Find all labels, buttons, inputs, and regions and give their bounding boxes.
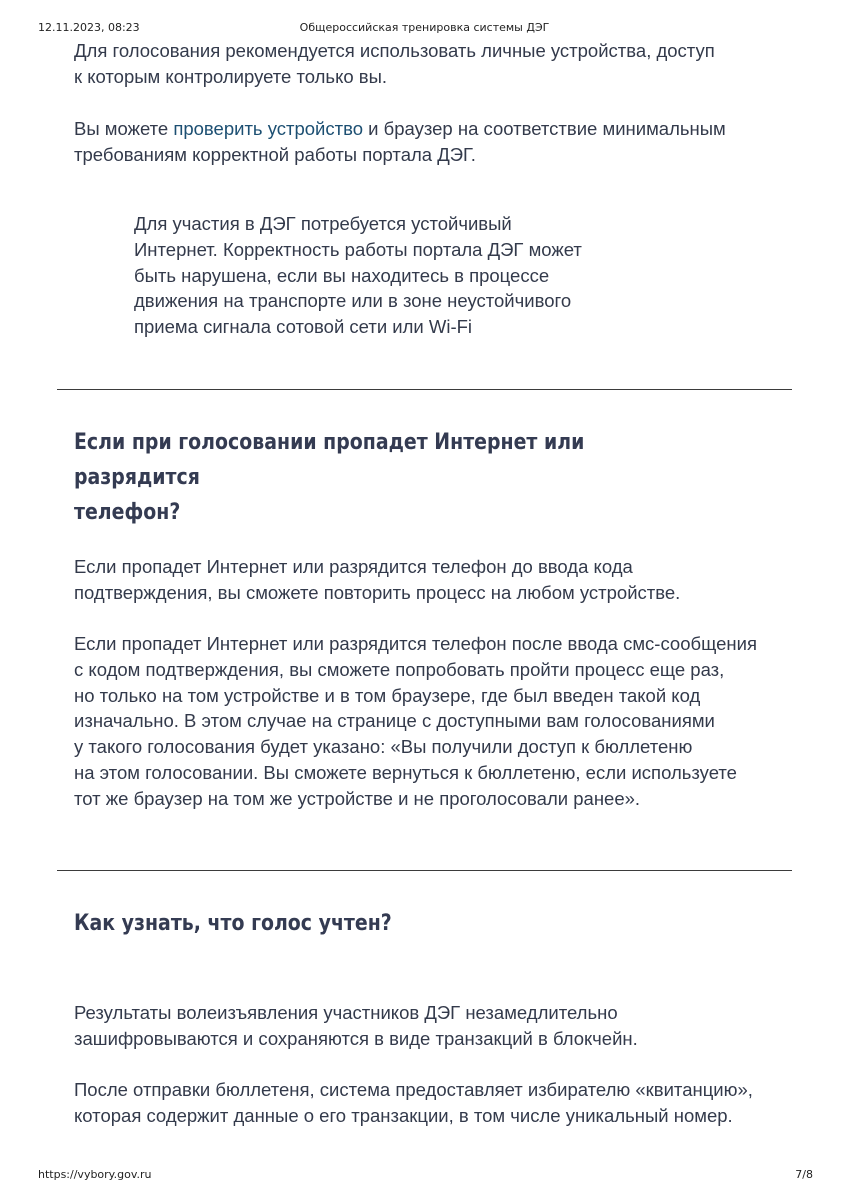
heading-line: Если при голосовании пропадет Интернет или разрядится bbox=[74, 430, 585, 490]
check-device-link[interactable]: проверить устройство bbox=[173, 118, 364, 139]
section1-paragraph-2 bbox=[74, 631, 794, 812]
paragraph-line: Если пропадет Интернет или разрядится телефон до ввода кода bbox=[74, 556, 633, 577]
intro-devices-paragraph bbox=[74, 38, 794, 90]
heading-line: Как узнать, что голос учтен? bbox=[74, 911, 392, 936]
paragraph-line: зашифровываются и сохраняются в виде транзакций в блокчейн. bbox=[74, 1027, 638, 1049]
paragraph-line: на этом голосовании. Вы сможете вернуться к бюллетеню, если используете bbox=[74, 761, 737, 783]
note-line: Интернет. Корректность работы портала ДЭГ может bbox=[134, 238, 582, 260]
intro-line: к которым контролируете только вы. bbox=[74, 65, 388, 87]
section-heading-internet-lost bbox=[74, 425, 676, 530]
note-line: быть нарушена, если вы находитесь в процессе bbox=[134, 264, 550, 286]
print-datetime: 12.11.2023, 08:23 bbox=[38, 21, 140, 34]
check-line: требованиям корректной работы портала ДЭГ. bbox=[74, 143, 476, 165]
print-url: https://vybory.gov.ru bbox=[38, 1168, 152, 1181]
section2-paragraph-2 bbox=[74, 1077, 794, 1129]
section-heading-vote-counted bbox=[74, 906, 676, 941]
paragraph-line: Если пропадет Интернет или разрядится телефон после ввода смс-сообщения bbox=[74, 633, 757, 654]
paragraph-line: с кодом подтверждения, вы сможете попробовать пройти процесс еще раз, bbox=[74, 658, 725, 680]
paragraph-line: После отправки бюллетеня, система предоставляет избирателю «квитанцию», bbox=[74, 1079, 753, 1100]
note-line: приема сигнала сотовой сети или Wi-Fi bbox=[134, 316, 473, 338]
paragraph-line: у такого голосования будет указано: «Вы получили доступ к бюллетеню bbox=[74, 736, 693, 758]
divider bbox=[57, 389, 792, 390]
paragraph-line: тот же браузер на том же устройстве и не проголосовали ранее». bbox=[74, 787, 641, 809]
internet-note bbox=[134, 211, 654, 340]
print-title: Общероссийская тренировка системы ДЭГ bbox=[299, 21, 550, 34]
check-suffix: и браузер на соответствие минимальным bbox=[363, 118, 726, 139]
paragraph-line: изначально. В этом случае на странице с доступными вам голосованиями bbox=[74, 710, 715, 732]
section1-paragraph-1 bbox=[74, 554, 794, 606]
note-line: движения на транспорте или в зоне неустойчивого bbox=[134, 290, 572, 312]
paragraph-line: которая содержит данные о его транзакции, в том числе уникальный номер. bbox=[74, 1104, 733, 1126]
note-line: Для участия в ДЭГ потребуется устойчивый bbox=[134, 213, 512, 234]
section2-paragraph-1 bbox=[74, 1000, 794, 1052]
intro-line: Для голосования рекомендуется использовать личные устройства, доступ bbox=[74, 40, 715, 61]
paragraph-line: подтверждения, вы сможете повторить процесс на любом устройстве. bbox=[74, 581, 681, 603]
divider bbox=[57, 870, 792, 871]
page-number: 7/8 bbox=[795, 1168, 813, 1181]
check-prefix: Вы можете bbox=[74, 118, 174, 139]
intro-check-paragraph bbox=[74, 116, 794, 168]
paragraph-line: Результаты волеизъявления участников ДЭГ незамедлительно bbox=[74, 1002, 618, 1023]
paragraph-line: но только на том устройстве и в том браузере, где был введен такой код bbox=[74, 684, 701, 706]
heading-line: телефон? bbox=[74, 500, 181, 525]
